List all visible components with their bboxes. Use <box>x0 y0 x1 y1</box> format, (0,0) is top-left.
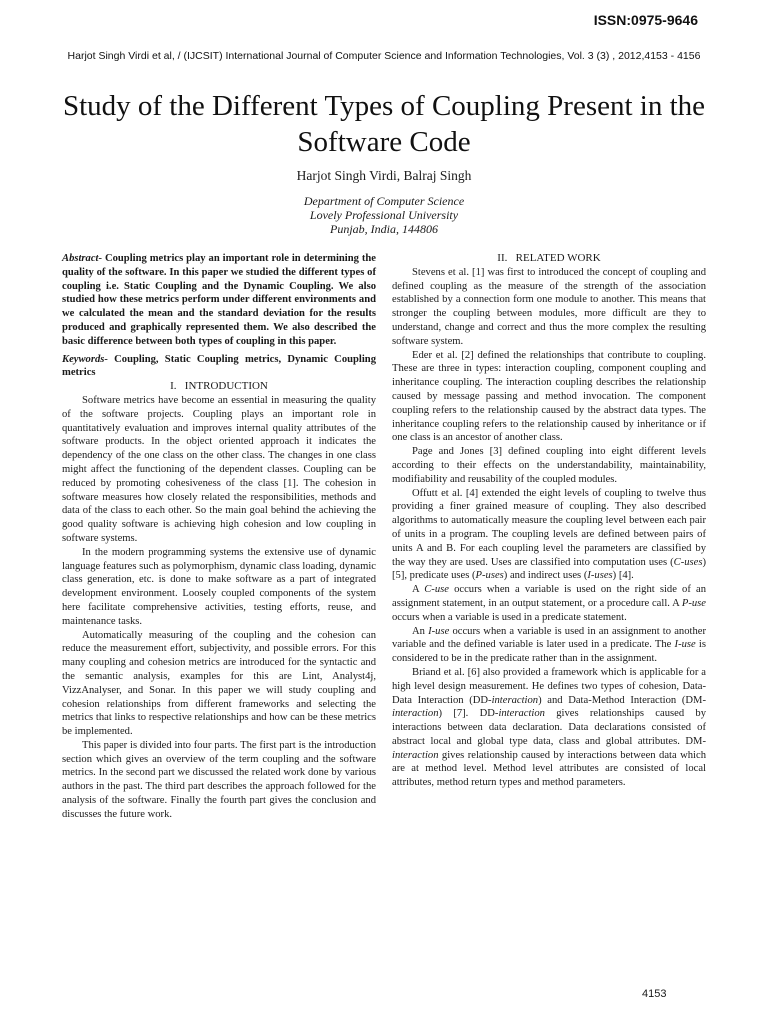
related-paragraph-4: Offutt et al. [4] extended the eight levels of coupling to twelve thus providing a finer grained measure of coupling. They also described algorithms to automatically measure the coupling level between each pair of units in a program. The coupling levels are defined between pairs of units A and B. For each coupling level the parameters are classified by the way they are used. Uses are classified into computation uses (C-uses) [5], predicate uses (P-uses) and indirect uses (I-uses) [4]. <box>392 487 706 582</box>
keywords-label: Keywords- <box>62 353 108 365</box>
keywords <box>62 353 376 381</box>
authors: Harjot Singh Virdi, Balraj Singh <box>296 168 472 183</box>
related-paragraph-2: Eder et al. [2] defined the relationships that contribute to coupling. These are three in types: interaction coupling, component coupling and inheritance coupling. The interaction coupling describes the relationship caused by message passing and method invocation. The component coupling refers to the relationship caused by the abstract data types. The inheritance coupling refers to the relationship caused by inheritance or if one class is an ancestor of another class. <box>392 349 706 444</box>
abstract-label: Abstract- <box>62 253 103 264</box>
related-paragraph-5: A C-use occurs when a variable is used on the right side of an assignment statement, in an output statement, or a procedure call. A P-use occurs when a variable is used in a predicate statement. <box>392 584 707 623</box>
related-paragraph-6: An I-use occurs when a variable is used in an assignment to another variable and the defined variable is later used in a predicate. The I-use is considered to be in the predicate rather than in the assignment. <box>392 625 706 665</box>
running-header: Harjot Singh Virdi et al, / (IJCSIT) International Journal of Computer Science and Information Technologies, Vol. 3 (3) , 2012,4153 - 4156 <box>67 50 701 62</box>
paper-title: Study of the Different Types of Coupling Present in the Software Code <box>62 90 706 158</box>
affiliation-dept: Department of Computer Science <box>303 194 465 208</box>
related-paragraph-1: Stevens et al. [1] was first to introduced the concept of coupling and defined coupling as the measure of the strength of the association established by a connection form one module to another. This means that stronger the coupling between modules, more difficult are they to understand, change and correct and thus the more complex the resulting software system. <box>392 266 706 347</box>
related-paragraph-3: Page and Jones [3] defined coupling into eight different levels according to their effects on the understandability, maintainability, modifiability and reusability of the coupled modules. <box>392 446 706 485</box>
affiliation <box>0 194 768 236</box>
intro-paragraph-1: Software metrics have become an essential in measuring the quality of the software projects. Coupling plays an important role in quantitatively evaluation and improves internal quality attributes of the software products. In the object oriented approach it indicates the dependency of the one class on the other class. The changes in one class might affect the functioning of the dependent classes. Coupling can be reduced by promoting cohesiveness of the class [1]. The cohesion in software measures how closely related the responsibilities, methods and data of the class to each other. So the main goal behind the achieving the good quality software is achieving high cohesion and low coupling in software systems. <box>62 394 376 544</box>
affiliation-place: Punjab, India, 144806 <box>330 222 438 236</box>
page-number: 4153 <box>642 988 667 1000</box>
affiliation-univ: Lovely Professional University <box>309 208 459 222</box>
keywords-text: Coupling, Static Coupling metrics, Dynamic Coupling metrics <box>62 353 376 379</box>
intro-paragraph-4: This paper is divided into four parts. The first part is the introduction section which gives an overview of the term coupling and the software metrics. In the second part we discussed the related work done by various authors in the past. The third part describes the approach followed for the analysis of the software. Finally the fourth part gives the conclusion and discusses the future work. <box>62 739 376 820</box>
issn: ISSN:0975-9646 <box>593 12 698 28</box>
right-column <box>392 252 706 790</box>
abstract <box>62 252 376 349</box>
section-heading-introduction: I. INTRODUCTION <box>170 380 268 393</box>
intro-paragraph-3: Automatically measuring of the coupling and the cohesion can reduce the measurement effort, subjectivity, and possible errors. For this many coupling and cohesion metrics are introduced for the syntactic and the semantic analysis, examples for this are Lint, Analyst4j, VizzAnalyser, and Sonar. In this paper we will study coupling and cohesion relationships from different frameworks and selecting the metrics that links to respective relationships and how can be these metrics be implemented. <box>62 629 376 738</box>
left-column <box>62 252 376 822</box>
section-heading-related-work: II. RELATED WORK <box>497 252 601 264</box>
intro-paragraph-2: In the modern programming systems the extensive use of dynamic language features such as polymorphism, dynamic class loading, dynamic class generation, etc. is done to make software as a part of integrated development environment. Loosely coupled components of the system here facilitate comprehensive activities, testing efforts, reuse, and maintenance tasks. <box>62 546 376 627</box>
abstract-text: Coupling metrics play an important role in determining the quality of the software. In this paper we studied the different types of coupling i.e. Static Coupling and the Dynamic Coupling. We also studied how these metrics perform under different environments and we calculated the mean and the standard deviation for the results produced and graphically represented them. We also described the basic difference between both types of coupling in this paper. <box>62 253 376 347</box>
related-paragraph-7: Briand et al. [6] also provided a framework which is applicable for a high level design measurement. He defines two types of cohesion, Data-Data Interaction (DD-interaction) and Data-Method Interaction (DM-interaction) [7]. DD-interaction gives relationships caused by interactions between data declaration. Data declarations consisted of abstract local and global type data, class and global attributes. DM-interaction gives relationship caused by interactions between data which are at method level. Method level attributes are consisted of local attributes, method return types and method parameters. <box>392 666 706 789</box>
